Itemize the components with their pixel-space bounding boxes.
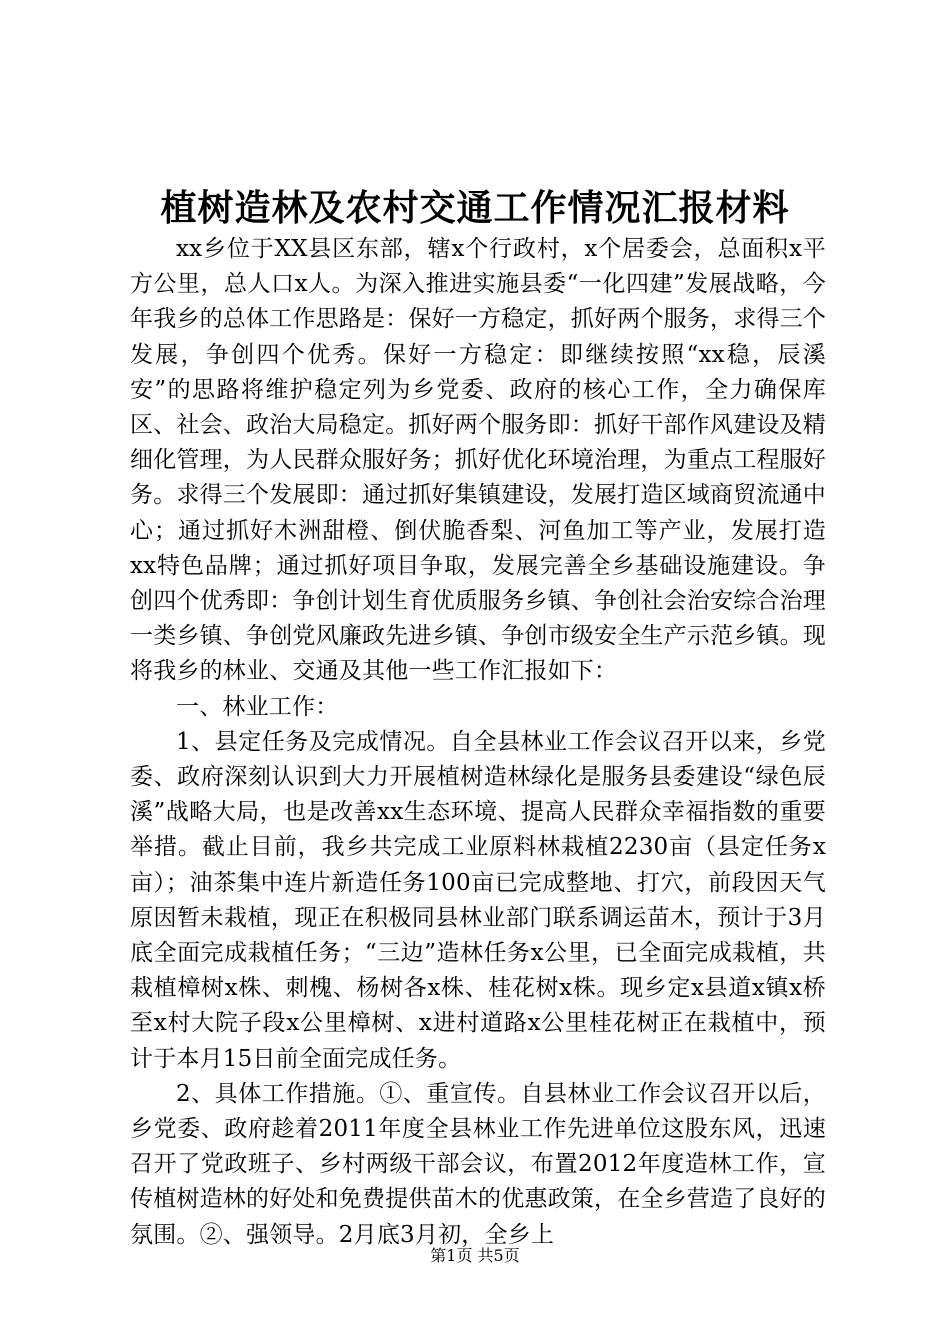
paragraph-task-completion: 1、县定任务及完成情况。自全县林业工作会议召开以来，乡党委、政府深刻认识到大力开展植树造林绿化是服务县委建设“绿色辰溪”战略大局，也是改善xx生态环境、提高人民群众幸福指数的重要举措。截止目前，我乡共完成工业原料林栽植2230亩（县定任务x亩）；油茶集中连片新造任务100亩已完成整地、打穴，前段因天气原因暂未栽植，现正在积极同县林业部门联系调运苗木，预计于3月底全面完成栽植任务；“三边”造林任务x公里，已全面完成栽植，共栽植樟树x株、刺槐、杨树各x株、桂花树x株。现乡定x县道x镇x桥至x村大院子段x公里樟树、x进村道路x公里桂花树正在栽植中，预计于本月15日前全面完成任务。	[130, 728, 826, 1072]
page-footer: 第1页 共5页	[430, 1246, 520, 1265]
paragraph-intro: xx乡位于XX县区东部，辖x个行政村，x个居委会，总面积x平方公里，总人口x人。为深入推进实施县委“一化四建”发展战略，今年我乡的总体工作思路是：保好一方稳定，抓好两个服务，求得三个发展，争创四个优秀。保好一方稳定：即继续按照“xx稳，辰溪安”的思路将维护稳定列为乡党委、政府的核心工作，全力确保库区、社会、政治大局稳定。抓好两个服务即：抓好干部作风建设及精细化管理，为人民群众服好务；抓好优化环境治理，为重点工程服好务。求得三个发展即：通过抓好集镇建设，发展打造区域商贸流通中心；通过抓好木洲甜橙、倒伏脆香梨、河鱼加工等产业，发展打造xx特色品牌；通过抓好项目争取，发展完善全乡基础设施建设。争创四个优秀即：争创计划生育优质服务乡镇、争创社会治安综合治理一类乡镇、争创党风廉政先进乡镇、争创市级安全生产示范乡镇。现将我乡的林业、交通及其他一些工作汇报如下：	[130, 236, 826, 685]
paragraph-work-measures: 2、具体工作措施。①、重宣传。自县林业工作会议召开以后，乡党委、政府趁着2011年度全县林业工作先进单位这股东风，迅速召开了党政班子、乡村两级干部会议，布置2012年度造林工作，宣传植树造林的好处和免费提供苗木的优惠政策，在全乡营造了良好的氛围。②、强领导。2月底3月初，全乡上	[130, 1080, 826, 1248]
section-heading-forestry: 一、林业工作：	[176, 693, 339, 720]
document-body	[130, 232, 826, 1253]
document-title: 植树造林及农村交通工作情况汇报材料	[160, 187, 790, 229]
